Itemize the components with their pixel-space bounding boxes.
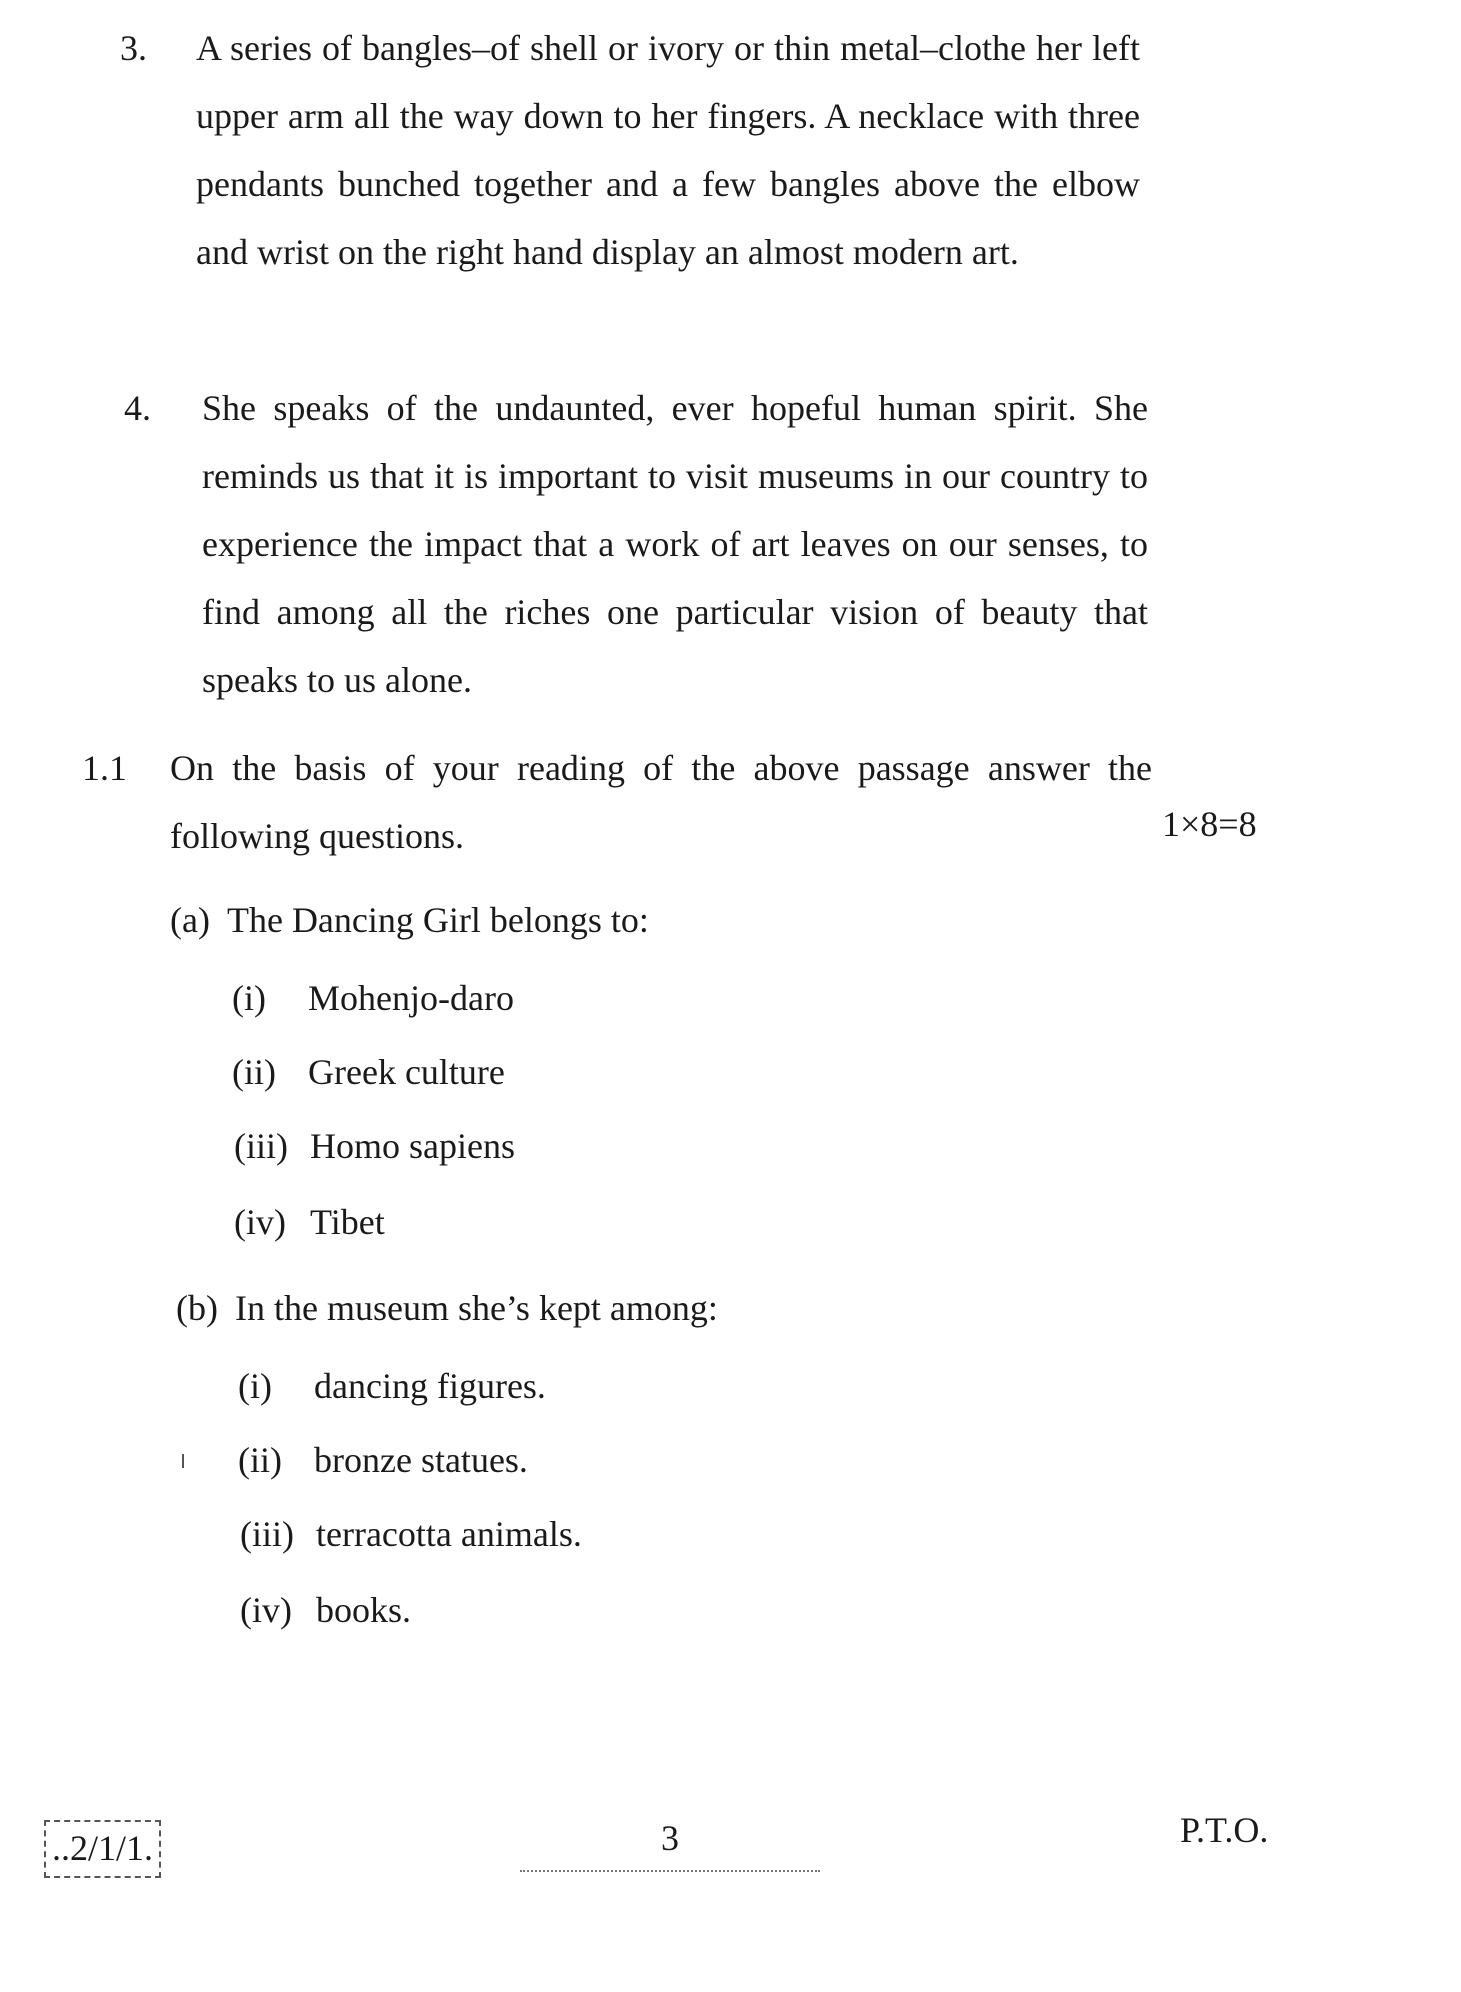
option-b-ii bbox=[238, 1440, 528, 1480]
option-b-iii bbox=[240, 1514, 582, 1554]
option-numeral: (ii) bbox=[232, 1052, 276, 1092]
subquestion-b bbox=[176, 1288, 718, 1328]
subquestion-text: In the museum she’s kept among: bbox=[234, 1288, 718, 1328]
please-turn-over: P.T.O. bbox=[1180, 1810, 1269, 1850]
marks-allocation: 1×8=8 bbox=[1162, 804, 1257, 844]
subquestion-label: (b) bbox=[176, 1288, 218, 1328]
option-text: Homo sapiens bbox=[310, 1126, 515, 1166]
option-numeral: (ii) bbox=[238, 1440, 282, 1480]
question-number: 1.1 bbox=[82, 748, 127, 788]
option-numeral: (iii) bbox=[234, 1126, 288, 1166]
option-a-ii bbox=[232, 1052, 505, 1092]
scan-mark bbox=[182, 1454, 184, 1468]
subquestion-label: (a) bbox=[170, 900, 210, 940]
option-a-i bbox=[232, 978, 514, 1018]
option-b-iv bbox=[240, 1590, 411, 1630]
passage-paragraph-3 bbox=[120, 14, 1140, 286]
paragraph-text: A series of bangles–of shell or ivory or thin metal–clothe her left upper arm all the way down to her fingers. A necklace with three pendants bunched together and a few bangles above the elbow and wrist on the right hand display an almost modern art. bbox=[196, 28, 1140, 272]
option-b-i bbox=[238, 1366, 546, 1406]
question-text: On the basis of your reading of the above passage answer the following questions. bbox=[170, 748, 1152, 856]
option-text: dancing figures. bbox=[314, 1366, 546, 1406]
option-a-iv bbox=[234, 1202, 385, 1242]
subquestion-a bbox=[170, 900, 649, 940]
option-numeral: (iv) bbox=[234, 1202, 286, 1242]
page-number: 3 bbox=[661, 1818, 679, 1858]
option-numeral: (iv) bbox=[240, 1590, 292, 1630]
option-numeral: (i) bbox=[238, 1366, 272, 1406]
option-a-iii bbox=[234, 1126, 515, 1166]
option-text: Mohenjo-daro bbox=[308, 978, 514, 1018]
paragraph-text: She speaks of the undaunted, ever hopeful human spirit. She reminds us that it is important to visit museums in our country to experience the impact that a work of art leaves on our senses, to find among all the riches one particular vision of beauty that speaks to us alone. bbox=[202, 388, 1148, 700]
option-text: terracotta animals. bbox=[316, 1514, 582, 1554]
option-text: Tibet bbox=[310, 1202, 385, 1242]
question-heading bbox=[82, 734, 1152, 870]
option-text: bronze statues. bbox=[314, 1440, 528, 1480]
option-text: books. bbox=[316, 1590, 412, 1630]
subquestion-text: The Dancing Girl belongs to: bbox=[226, 900, 649, 940]
passage-paragraph-4 bbox=[124, 374, 1148, 714]
footer-rule bbox=[520, 1870, 820, 1872]
paper-code-box: ..2/1/1. bbox=[44, 1820, 161, 1878]
paragraph-number: 4. bbox=[124, 388, 151, 428]
option-text: Greek culture bbox=[308, 1052, 505, 1092]
option-numeral: (iii) bbox=[240, 1514, 294, 1554]
paragraph-number: 3. bbox=[120, 28, 147, 68]
option-numeral: (i) bbox=[232, 978, 266, 1018]
